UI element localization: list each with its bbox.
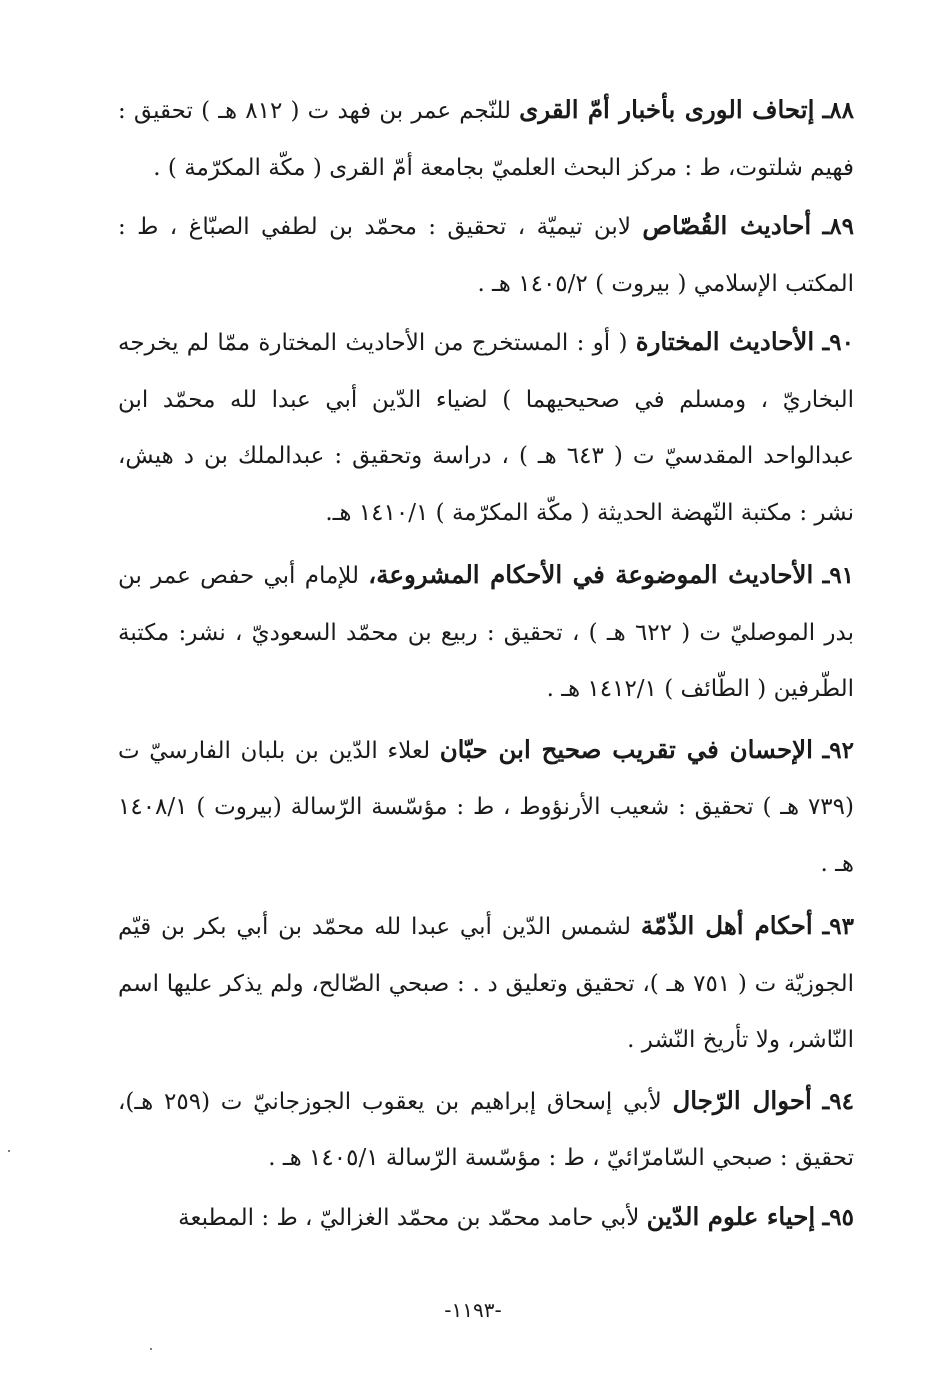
entry-text: للنّجم عمر بن فهد ت ( ٨١٢ هـ ) تحقيق : فهيم شلتوت، ط : مركز البحث العلميّ بجامعة أمّ القرى ( مكّة المكرّمة ) . — [118, 98, 854, 181]
entry-text: لعلاء الدّين بن بلبان الفارسيّ ت (٧٣٩ هـ ) تحقيق : شعيب الأرنؤوط ، ط : مؤسّسة الرّسالة (بيروت ) ١٤٠٨/١ هـ . — [118, 737, 854, 877]
entry-title: أحكام أهل الذّمّة — [640, 911, 813, 940]
bibliography-entry-91 — [118, 547, 854, 718]
entry-text: لأبي حامد محمّد بن محمّد الغزاليّ ، ط : المطبعة — [178, 1204, 640, 1231]
entry-number: ٩٤ـ — [822, 1087, 855, 1115]
bibliography-entry-95 — [118, 1189, 854, 1247]
entry-title: أحوال الرّجال — [672, 1085, 812, 1115]
entry-title: الأحاديث المختارة — [635, 327, 815, 356]
bibliography-list — [118, 82, 854, 1246]
entry-number: ٩١ـ — [822, 562, 855, 589]
entry-number: ٩٢ـ — [822, 736, 854, 764]
bibliography-entry-90 — [118, 314, 854, 541]
entry-title: الأحاديث الموضوعة في الأحكام المشروعة، — [368, 560, 814, 589]
entry-title: الإحسان في تقريب صحيح ابن حبّان — [439, 734, 813, 764]
entry-text: لابن تيميّة ، تحقيق : محمّد بن لطفي الصبّاغ ، ط : المكتب الإسلامي ( بيروت ) ١٤٠٥/٢ هـ . — [118, 214, 854, 297]
bibliography-entry-93 — [118, 898, 854, 1069]
entry-number: ٨٨ـ — [822, 97, 855, 124]
entry-title: أحاديث القُصّاص — [642, 211, 812, 240]
entry-number: ٨٩ـ — [822, 213, 855, 240]
scan-speck — [8, 1150, 10, 1152]
bibliography-entry-88 — [118, 82, 854, 196]
bibliography-entry-92 — [118, 722, 854, 893]
bibliography-entry-89 — [118, 198, 854, 312]
entry-text: لأبي إسحاق إبراهيم بن يعقوب الجوزجانيّ ت (٢٥٩ هـ)، تحقيق : صبحي السّامرّائيّ ، ط : مؤسّسة الرّسالة ١٤٠٥/١ هـ . — [118, 1088, 854, 1171]
entry-text: للإمام أبي حفص عمر بن بدر الموصليّ ت ( ٦٢٢ هـ ) ، تحقيق : ربيع بن محمّد السعوديّ ، نشر: مكتبة الطّرفين ( الطّائف ) ١٤١٢/١ هـ . — [118, 563, 854, 702]
entry-title: إحياء علوم الدّين — [646, 1201, 816, 1231]
entry-title: إتحاف الورى بأخبار أمّ القرى — [519, 95, 815, 124]
entry-text: ( أو : المستخرج من الأحاديث المختارة ممّا لم يخرجه البخاريّ ، ومسلم في صحيحيهما ) لضياء الدّين أبي عبدا لله محمّد ابن عبدالواحد المقدسيّ ت ( ٦٤٣ هـ ) ، دراسة وتحقيق : عبدالملك بن د هيش، نشر : مكتبة النّهضة الحديثة ( مكّة المكرّمة ) ١٤١٠/١ هـ. — [118, 330, 854, 526]
entry-number: ٩٠ـ — [822, 329, 854, 356]
entry-number: ٩٥ـ — [822, 1203, 854, 1231]
bibliography-entry-94 — [118, 1073, 854, 1187]
scan-speck — [150, 1348, 152, 1350]
entry-text: لشمس الدّين أبي عبدا لله محمّد بن أبي بكر بن قيّم الجوزيّة ت ( ٧٥١ هـ )، تحقيق وتعليق د . : صبحي الصّالح، ولم يذكر عليها اسم النّاشر، ولا تأريخ النّشر . — [118, 914, 854, 1053]
entry-number: ٩٣ـ — [822, 913, 854, 940]
page-number: -١١٩٣- — [444, 1298, 502, 1322]
